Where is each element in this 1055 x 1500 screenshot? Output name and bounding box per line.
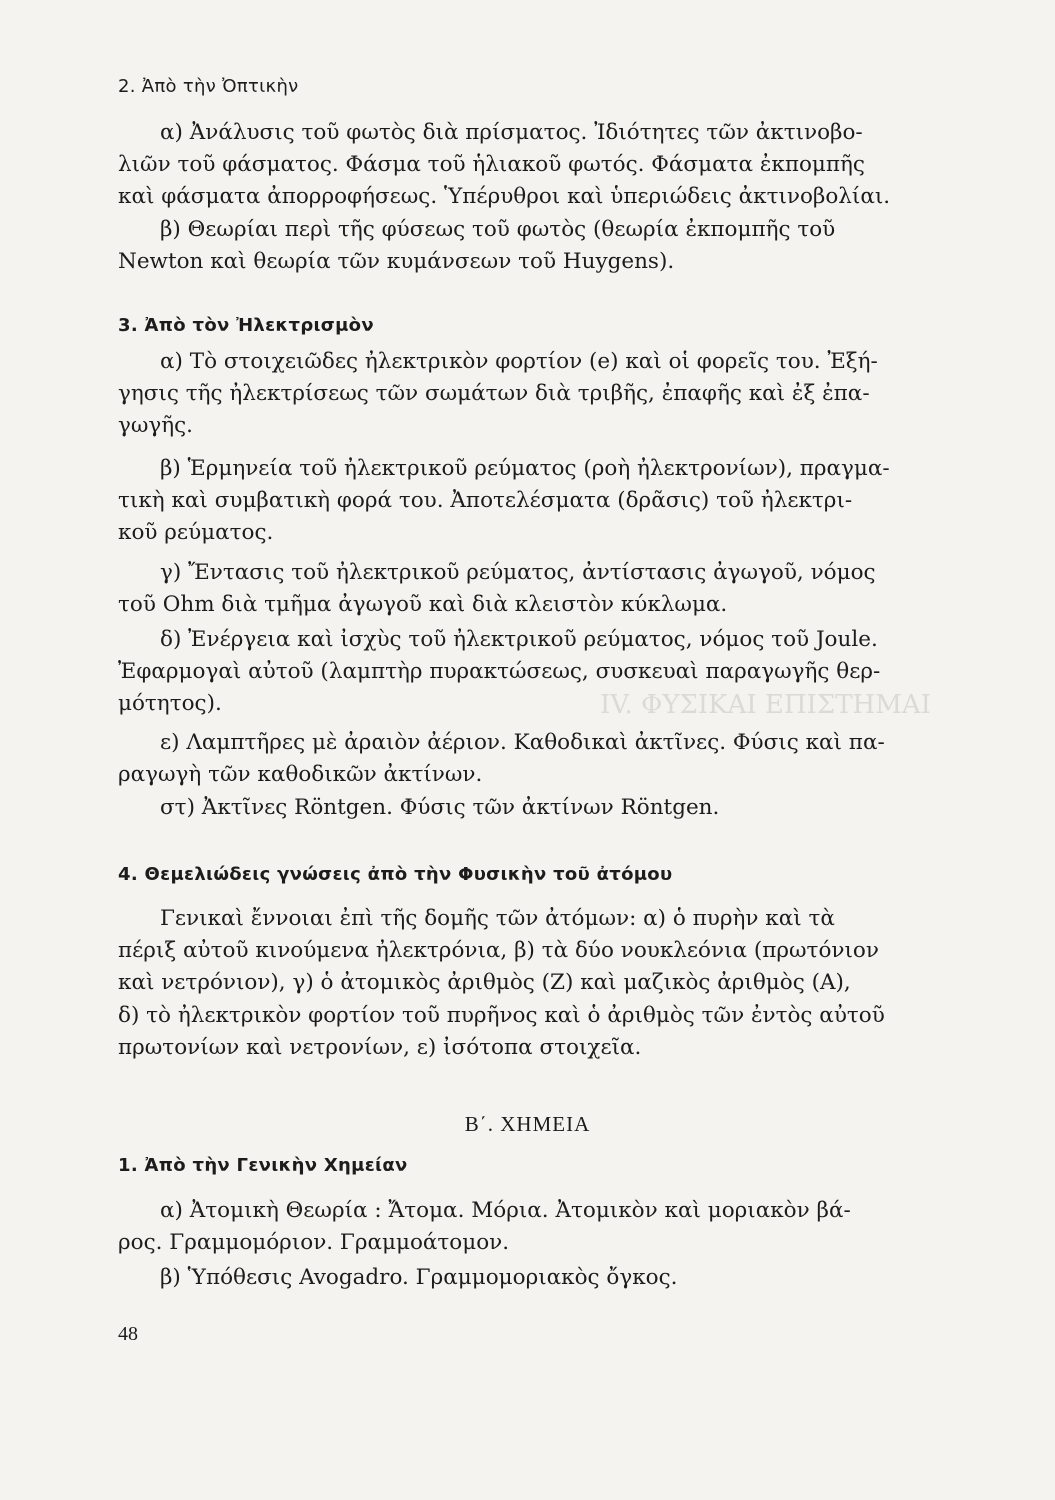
paragraph-electricity-c <box>118 557 938 621</box>
text-line: τικὴ καὶ συμβατικὴ φορά του. Ἀποτελέσματα (δρᾶσις) τοῦ ἠλεκτρι- <box>118 488 853 514</box>
paragraph-optics-a <box>118 117 938 214</box>
text-line: β) Θεωρίαι περὶ τῆς φύσεως τοῦ φωτὸς (θεωρία ἐκπομπῆς τοῦ <box>160 217 836 242</box>
paragraph-atomic-physics <box>118 903 938 1064</box>
text-line: γωγῆς. <box>118 413 193 439</box>
paragraph-electricity-e <box>118 727 938 791</box>
text-line: Ἐφαρμογαὶ αὐτοῦ (λαμπτὴρ πυρακτώσεως, συσκευαὶ παραγωγῆς θερ- <box>118 659 881 685</box>
paragraph-electricity-a <box>118 346 938 443</box>
text-line: δ) τὸ ἠλεκτρικὸν φορτίον τοῦ πυρῆνος καὶ ὁ ἀριθμὸς τῶν ἐντὸς αὐτοῦ <box>118 1002 885 1028</box>
text-line: β) Ὑπόθεσις Avogadro. Γραμμομοριακὸς ὄγκος. <box>160 1265 678 1290</box>
text-line: πέριξ αὐτοῦ κινούμενα ἠλεκτρόνια, β) τὰ δύο νουκλεόνια (πρωτόνιον <box>118 938 879 964</box>
page-number: 48 <box>118 1323 138 1345</box>
text-line: α) Τὸ στοιχειῶδες ἠλεκτρικὸν φορτίον (e) καὶ οἱ φορεῖς του. Ἐξή- <box>160 349 878 374</box>
text-line: Newton καὶ θεωρία τῶν κυμάνσεων τοῦ Huygens). <box>118 249 675 275</box>
section-heading-atomic-physics: 4. Θεμελιώδεις γνώσεις ἀπὸ τὴν Φυσικὴν τοῦ ἀτόμου <box>118 864 673 885</box>
text-line: ρος. Γραμμομόριον. Γραμμοάτομον. <box>118 1230 510 1256</box>
section-heading-general-chemistry: 1. Ἀπὸ τὴν Γενικὴν Χημείαν <box>118 1155 408 1176</box>
text-line: κοῦ ρεύματος. <box>118 520 274 546</box>
text-line: καὶ νετρόνιον), γ) ὁ ἀτομικὸς ἀριθμὸς (Ζ) καὶ μαζικὸς ἀριθμὸς (Α), <box>118 970 851 996</box>
text-line: λιῶν τοῦ φάσματος. Φάσμα τοῦ ἡλιακοῦ φωτός. Φάσματα ἐκπομπῆς <box>118 152 865 178</box>
text-line: ραγωγὴ τῶν καθοδικῶν ἀκτίνων. <box>118 762 483 788</box>
text-line: α) Ἀτομικὴ Θεωρία : Ἄτομα. Μόρια. Ἀτομικὸν καὶ μοριακὸν βά- <box>160 1198 851 1223</box>
text-line: τοῦ Ohm διὰ τμῆμα ἀγωγοῦ καὶ διὰ κλειστὸν κύκλωμα. <box>118 592 728 618</box>
paragraph-optics-b <box>118 214 938 278</box>
text-line: καὶ φάσματα ἀπορροφήσεως. Ὑπέρυθροι καὶ ὑπεριώδεις ἀκτινοβολίαι. <box>118 184 891 210</box>
text-line: ε) Λαμπτῆρες μὲ ἀραιὸν ἀέριον. Καθοδικαὶ ἀκτῖνες. Φύσις καὶ πα- <box>160 730 885 755</box>
paragraph-chemistry-b <box>118 1262 938 1294</box>
show-through: IV. ΦΥΣΙΚΑΙ ΕΠΙΣΤΗΜΑΙ <box>600 690 931 720</box>
text-line: γ) Ἔντασις τοῦ ἠλεκτρικοῦ ρεύματος, ἀντίστασις ἀγωγοῦ, νόμος <box>160 560 876 585</box>
section-heading-optics: 2. Ἀπὸ τὴν Ὀπτικὴν <box>118 76 299 97</box>
section-heading-electricity: 3. Ἀπὸ τὸν Ἠλεκτρισμὸν <box>118 315 374 336</box>
paragraph-electricity-f <box>118 792 938 824</box>
text-line: α) Ἀνάλυσις τοῦ φωτὸς διὰ πρίσματος. Ἰδιότητες τῶν ἀκτινοβο- <box>160 120 863 145</box>
text-line: πρωτονίων καὶ νετρονίων, ε) ἰσότοπα στοιχεῖα. <box>118 1034 642 1060</box>
text-line: στ) Ἀκτῖνες Röntgen. Φύσις τῶν ἀκτίνων Röntgen. <box>160 795 720 820</box>
text-line: Γενικαὶ ἔννοιαι ἐπὶ τῆς δομῆς τῶν ἀτόμων: α) ὁ πυρὴν καὶ τὰ <box>160 906 835 931</box>
text-line: γησις τῆς ἠλεκτρίσεως τῶν σωμάτων διὰ τριβῆς, ἐπαφῆς καὶ ἐξ ἐπα- <box>118 381 870 407</box>
chapter-title-chemistry: Β΄. ΧΗΜΕΙΑ <box>464 1112 591 1136</box>
text-line: δ) Ἐνέργεια καὶ ἰσχὺς τοῦ ἠλεκτρικοῦ ρεύματος, νόμος τοῦ Joule. <box>160 627 878 652</box>
paragraph-electricity-b <box>118 453 938 550</box>
text-line: μότητος). <box>118 691 222 717</box>
paragraph-chemistry-a <box>118 1195 938 1259</box>
paragraph-electricity-d <box>118 624 938 721</box>
text-line: β) Ἑρμηνεία τοῦ ἠλεκτρικοῦ ρεύματος (ροὴ ἠλεκτρονίων), πραγμα- <box>160 456 890 481</box>
